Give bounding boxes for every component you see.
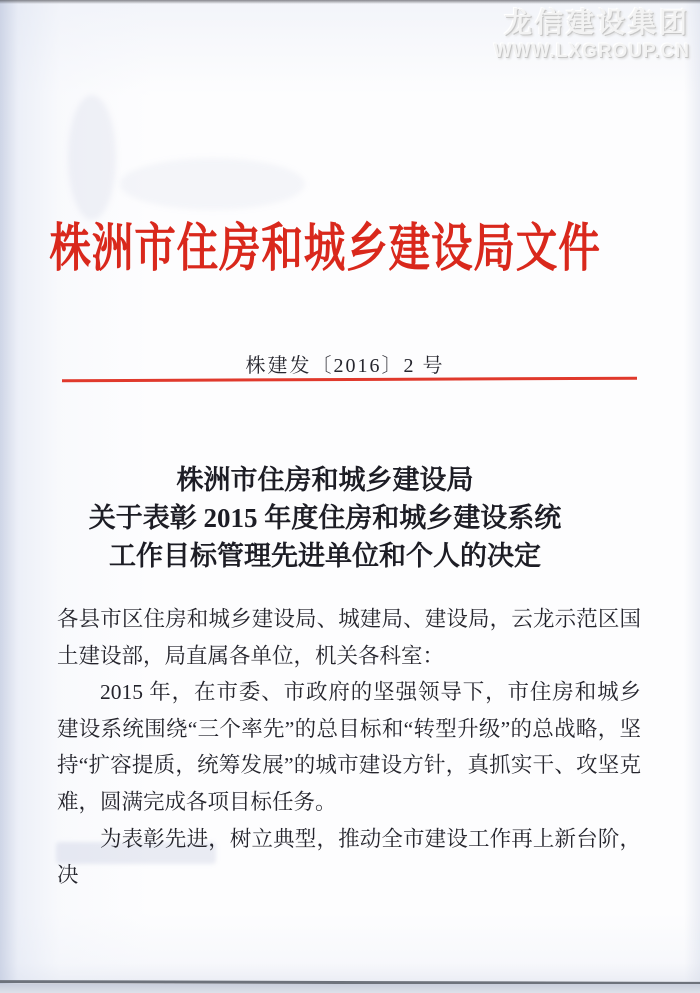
scan-top-edge-shadow (0, 0, 700, 4)
document-body (57, 601, 641, 894)
site-watermark (494, 8, 690, 63)
addressee-paragraph: 各县市区住房和城乡建设局、城建局、建设局，云龙示范区国土建设部，局直属各单位，机关各科室： (57, 607, 641, 668)
document-title-line-2: 关于表彰 2015 年度住房和城乡建设系统 (88, 503, 562, 533)
bleedthrough-smudge (68, 95, 116, 220)
body-paragraph-2: 为表彰先进，树立典型，推动全市建设工作再上新台阶，决 (57, 826, 641, 888)
watermark-url: WWW.LXGROUP.CN (493, 40, 690, 62)
document-number: 株建发〔2016〕2 号 (245, 355, 445, 377)
body-paragraph-1: 2015 年，在市委、市政府的坚强领导下，市住房和城乡建设系统围绕“三个率先”的总目标和“转型升级”的总战略，坚持“扩容提质，统筹发展”的城市建设方针，真抓实干、攻坚克难，圆满完成各项目标任务。 (57, 680, 641, 814)
scan-background-strip (0, 984, 700, 993)
document-title (0, 461, 675, 575)
document-title-line-3: 工作目标管理先进单位和个人的决定 (109, 541, 541, 571)
agency-red-header-title: 株洲市住房和城乡建设局文件 (49, 221, 601, 278)
document-title-line-1: 株洲市住房和城乡建设局 (176, 465, 474, 495)
bleedthrough-smudge (120, 158, 305, 210)
watermark-company-name: 龙信建设集团 (503, 7, 690, 38)
